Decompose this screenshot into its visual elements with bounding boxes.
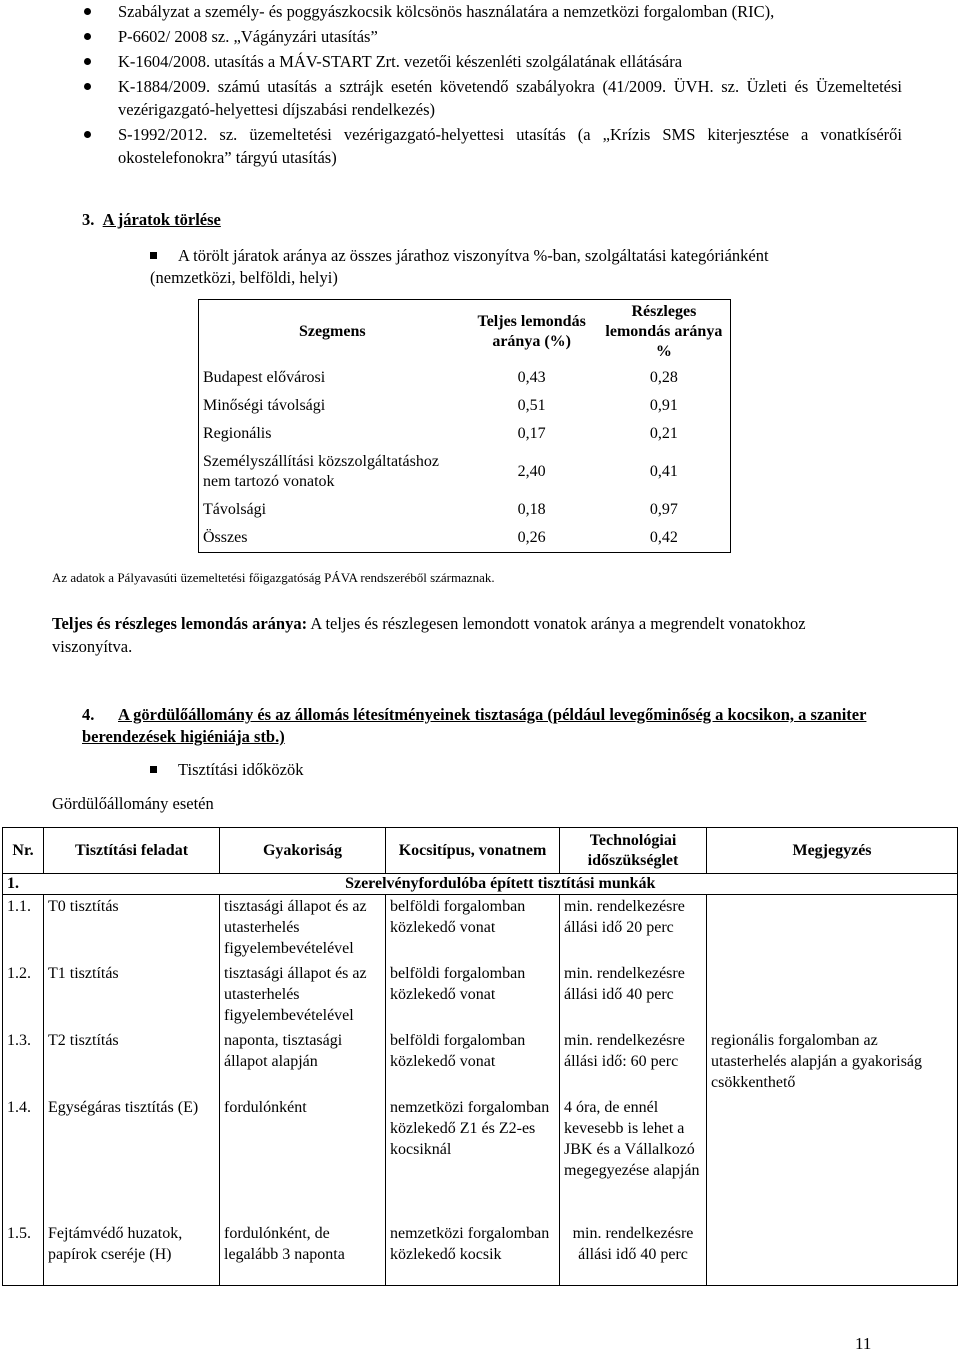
table-row: 1.2. T1 tisztítás tisztasági állapot és az utasterhelés figyelembevételével belföldi forgalomban közlekedő vonat min. rendelkezésre állási idő 40 perc [3,962,958,1029]
table-row: Budapest elővárosi 0,43 0,28 [203,369,678,386]
column-header: Részleges lemondás aránya % [605,303,723,360]
column-header: Szegmens [298,323,366,340]
column-header: Teljes lemondás aránya (%) [477,313,586,350]
table-row: Összes 0,26 0,42 [203,529,678,546]
list-item: Szabályzat a személy- és poggyászkocsik kölcsönös használatára a nemzetközi forgalomban (RIC), [82,0,902,23]
section-4-title: A gördülőállomány és az állomás létesítményeinek tisztasága (például levegőminőség a kocsikon, a szaniter berendezések higiéniája stb.) [82,705,867,746]
table-row: 1.4. Egységáras tisztítás (E) fordulónként nemzetközi forgalomban közlekedő Z1 és Z2-es kocsiknál 4 óra, de ennél kevesebb is lehet a JBK és a Vállalkozó megegyezése alapján [3,1096,958,1222]
table-row: 1.1. T0 tisztítás tisztasági állapot és az utasterhelés figyelembevételével belföldi forgalomban közlekedő vonat min. rendelkezésre állási idő 20 perc [3,895,958,963]
section-4-bullet: Tisztítási időközök [150,760,303,780]
table-section-row: 1. Szerelvényfordulóba épített tisztítási munkák [3,874,958,895]
bullet-icon [84,33,91,40]
section-4-heading: 4. A gördülőállomány és az állomás létesítményeinek tisztasága (például levegőminőség a kocsikon, a szaniter berendezések higiéniája stb.) [82,705,867,746]
bullet-icon [84,83,91,90]
rolling-stock-subheading: Gördülőállomány esetén [52,794,214,813]
column-header: Tisztítási feladat [44,828,220,874]
table-row: Regionális 0,17 0,21 [203,425,678,442]
list-item: S-1992/2012. sz. üzemeltetési vezérigazgató-helyettesi utasítás (a „Krízis SMS kiterjesztése a vonatkísérői okostelefonokra” tárgyú utasítás) [82,123,902,169]
list-item: K-1604/2008. utasítás a MÁV-START Zrt. vezetői készenléti szolgálatának ellátására [82,50,902,73]
table-row: 1.5. Fejtámvédő huzatok, papírok cseréje (H) fordulónként, de legalább 3 naponta nemzetközi forgalomban közlekedő kocsik min. rendelkezésre állási idő 40 perc [3,1222,958,1285]
table-row: Személyszállítási közszolgáltatáshoz nem tartozó vonatok 2,40 0,41 [203,453,678,490]
list-item: P-6602/ 2008 sz. „Vágányzári utasítás” [82,25,902,48]
bullet-icon [84,131,91,138]
definition-term: Teljes és részleges lemondás aránya: [52,614,308,633]
list-item: K-1884/2009. számú utasítás a sztrájk esetén követendő szabályokra (41/2009. ÜVH. sz. Üzleti és Üzemeltetési vezérigazgató-helyettesi díjszabási rendelkezés) [82,75,902,121]
column-header: Technológiai időszükséglet [560,828,707,874]
table-header-row [3,828,958,874]
table-row: Távolsági 0,18 0,97 [203,501,678,518]
square-bullet-icon [150,252,157,259]
page-number: 11 [855,1334,872,1353]
column-header: Kocsitípus, vonatnem [386,828,560,874]
bullet-icon [84,58,91,65]
cancellation-table [198,299,731,553]
column-header: Megjegyzés [707,828,958,874]
column-header: Nr. [3,828,44,874]
source-note: Az adatok a Pályavasúti üzemeltetési főigazgatóság PÁVA rendszeréből származnak. [52,570,495,585]
bullet-icon [84,8,91,15]
table-header-row [199,300,731,365]
table-row: Minőségi távolsági 0,51 0,91 [203,397,678,414]
cleaning-table [2,827,958,1286]
table-row: 1.3. T2 tisztítás naponta, tisztasági állapot alapján belföldi forgalomban közlekedő vonat min. rendelkezésre állási idő: 60 perc regionális forgalomban az utasterhelés alapján a gyakoriság csökkenthető [3,1029,958,1096]
section-3-title: A járatok törlése [102,210,221,229]
column-header: Gyakoriság [220,828,386,874]
section-3-bullet: A törölt járatok aránya az összes járathoz viszonyítva %-ban, szolgáltatási kategóriánként (nemzetközi, belföldi, helyi) [150,246,769,287]
definition-text: A teljes és részlegesen lemondott vonatok aránya a megrendelt vonatokhoz viszonyítva. [52,614,806,656]
definition-paragraph [52,612,882,658]
reference-list [82,0,902,171]
square-bullet-icon [150,766,157,773]
section-3-heading: 3. A járatok törlése [82,210,221,229]
